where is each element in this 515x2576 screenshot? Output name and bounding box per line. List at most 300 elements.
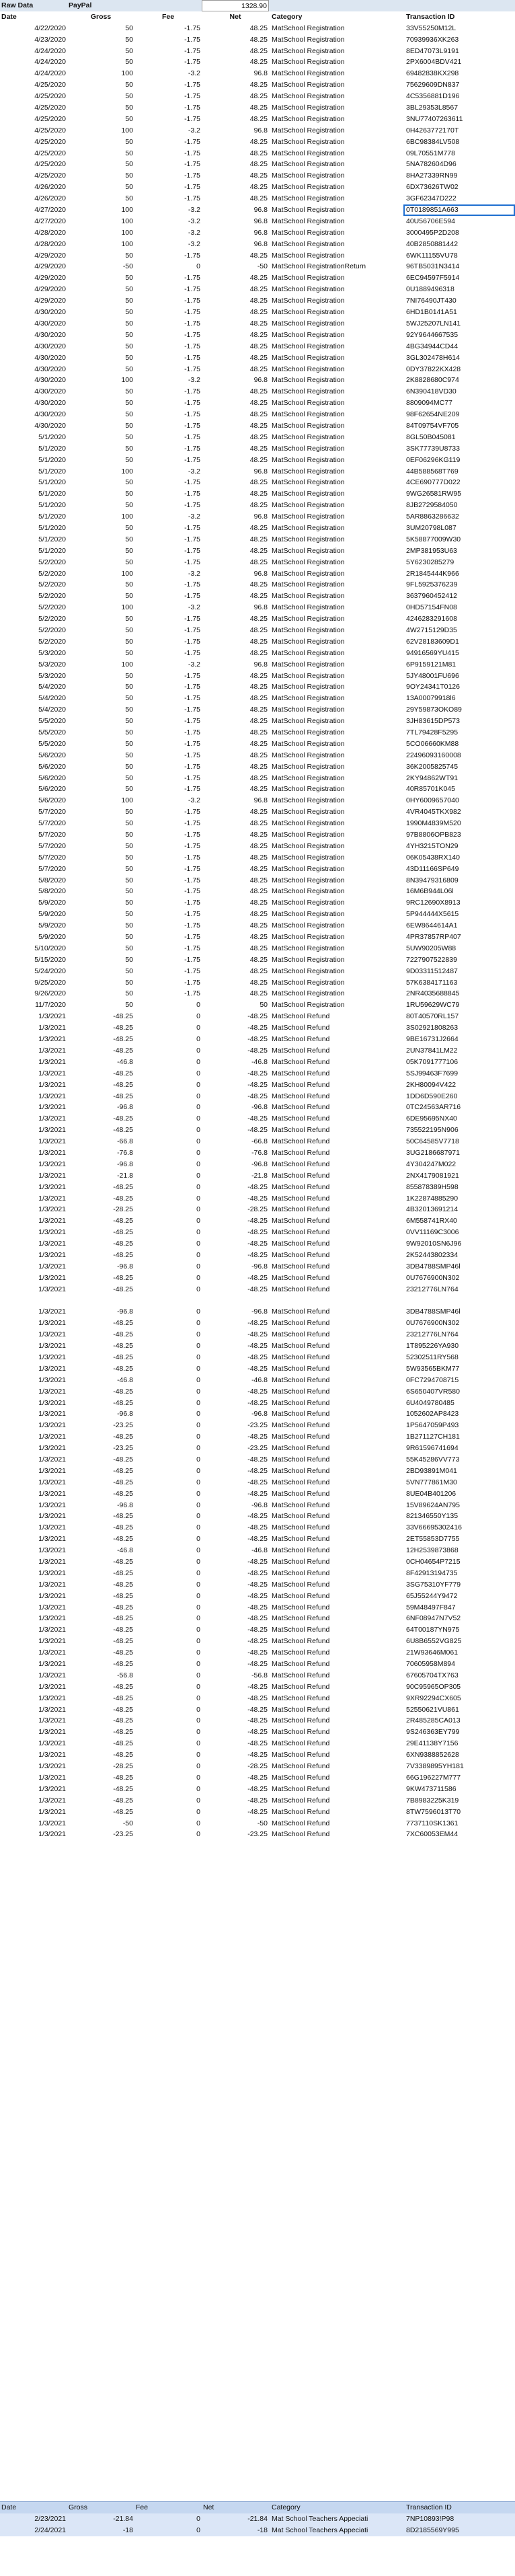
fee-cell[interactable]: -1.75 [184, 819, 200, 828]
gross-cell[interactable]: 50 [125, 1001, 133, 1010]
net-cell[interactable]: 48.25 [249, 444, 268, 453]
gross-cell[interactable]: -96.8 [117, 1262, 133, 1271]
fee-cell[interactable]: 0 [196, 2526, 200, 2534]
net-cell[interactable]: -23.25 [247, 1444, 268, 1453]
gross-cell[interactable]: -48.25 [113, 1240, 133, 1248]
gross-cell[interactable]: -21.84 [113, 2514, 133, 2523]
date-cell[interactable]: 4/25/2020 [34, 114, 66, 123]
gross-cell[interactable]: 50 [125, 92, 133, 101]
date-cell[interactable]: 5/6/2020 [38, 762, 66, 771]
category-cell[interactable]: MatSchool Refund [272, 1535, 330, 1544]
category-cell[interactable]: MatSchool Registration [272, 319, 345, 328]
gross-cell[interactable]: -48.25 [113, 1319, 133, 1328]
date-cell[interactable]: 5/1/2020 [38, 444, 66, 453]
net-cell[interactable]: -48.25 [247, 1558, 268, 1566]
gross-cell[interactable]: 100 [121, 239, 133, 248]
category-cell[interactable]: MatSchool Refund [272, 1137, 330, 1146]
date-cell[interactable]: 1/3/2021 [38, 1387, 66, 1396]
category-cell[interactable]: MatSchool Registration [272, 615, 345, 623]
date-cell[interactable]: 1/3/2021 [38, 1364, 66, 1373]
category-cell[interactable]: MatSchool Refund [272, 1807, 330, 1816]
fee-cell[interactable]: 0 [196, 1092, 200, 1100]
transaction-id-cell[interactable]: 6EC94597F5914 [406, 274, 460, 282]
net-cell[interactable]: -48.25 [247, 1649, 268, 1657]
date-cell[interactable]: 1/3/2021 [38, 1080, 66, 1089]
date-cell[interactable]: 1/3/2021 [38, 1558, 66, 1566]
date-cell[interactable]: 1/3/2021 [38, 1171, 66, 1180]
gross-cell[interactable]: 50 [125, 592, 133, 601]
fee-cell[interactable]: 0 [196, 2514, 200, 2523]
net-cell[interactable]: -48.25 [247, 1353, 268, 1361]
gross-cell[interactable]: 50 [125, 194, 133, 203]
date-cell[interactable]: 1/3/2021 [38, 1194, 66, 1203]
gross-cell[interactable]: -48.25 [113, 1364, 133, 1373]
category-cell[interactable]: MatSchool Refund [272, 1762, 330, 1771]
date-cell[interactable]: 5/4/2020 [38, 694, 66, 703]
gross-cell[interactable]: -48.25 [113, 1694, 133, 1702]
date-cell[interactable]: 5/4/2020 [38, 706, 66, 714]
date-cell[interactable]: 4/24/2020 [34, 69, 66, 78]
fee-cell[interactable]: -1.75 [184, 35, 200, 44]
date-cell[interactable]: 1/3/2021 [38, 1535, 66, 1544]
fee-cell[interactable]: -3.2 [188, 126, 200, 135]
category-cell[interactable]: MatSchool Registration [272, 603, 345, 612]
fee-cell[interactable]: -1.75 [184, 841, 200, 850]
net-cell[interactable]: 48.25 [249, 387, 268, 396]
fee-cell[interactable]: -1.75 [184, 831, 200, 839]
net-cell[interactable]: -76.8 [251, 1148, 268, 1157]
header-date[interactable]: Date [1, 12, 17, 21]
transaction-id-cell[interactable]: 0HY6009657040 [406, 796, 459, 805]
gross-cell[interactable]: -23.25 [113, 1444, 133, 1453]
fee-cell[interactable]: 0 [196, 1444, 200, 1453]
transaction-id-cell[interactable]: 43D11166SP649 [406, 864, 459, 873]
date-cell[interactable]: 5/2/2020 [38, 592, 66, 601]
fee-cell[interactable]: -1.75 [184, 706, 200, 714]
date-cell[interactable]: 5/2/2020 [38, 637, 66, 646]
date-cell[interactable]: 1/3/2021 [38, 1660, 66, 1669]
transaction-id-cell[interactable]: 8F42913194735 [406, 1568, 458, 1577]
gross-cell[interactable]: 100 [121, 228, 133, 237]
date-cell[interactable]: 1/3/2021 [38, 1353, 66, 1361]
net-cell[interactable]: 48.25 [249, 308, 268, 317]
category-cell[interactable]: MatSchool Registration [272, 239, 345, 248]
date-cell[interactable]: 4/26/2020 [34, 183, 66, 192]
category-cell[interactable]: MatSchool Registration [272, 194, 345, 203]
fee-cell[interactable]: -3.2 [188, 569, 200, 578]
transaction-id-cell[interactable]: 5W93565BKM77 [406, 1364, 460, 1373]
category-cell[interactable]: MatSchool Refund [272, 1637, 330, 1646]
gross-cell[interactable]: -48.25 [113, 1228, 133, 1237]
date-cell[interactable]: 4/25/2020 [34, 92, 66, 101]
date-cell[interactable]: 5/2/2020 [38, 615, 66, 623]
category-cell[interactable]: MatSchool Registration [272, 751, 345, 759]
date-cell[interactable]: 5/1/2020 [38, 501, 66, 510]
transaction-id-cell[interactable]: 33V55250M12L [406, 24, 457, 32]
net-cell[interactable]: 48.25 [249, 887, 268, 896]
gross-cell[interactable]: 50 [125, 104, 133, 112]
transaction-id-cell[interactable]: 4CE690777D022 [406, 478, 461, 487]
net-cell[interactable]: -18 [257, 2526, 268, 2534]
gross-cell[interactable]: 50 [125, 831, 133, 839]
net-cell[interactable]: 96.8 [253, 206, 268, 215]
fee-cell[interactable]: 0 [196, 1330, 200, 1339]
net-cell[interactable]: -48.25 [247, 1092, 268, 1100]
gross-cell[interactable]: 50 [125, 615, 133, 623]
category-cell[interactable]: MatSchool Refund [272, 1466, 330, 1475]
net-cell[interactable]: 48.25 [249, 955, 268, 964]
category-cell[interactable]: MatSchool Registration [272, 910, 345, 919]
transaction-id-cell[interactable]: 2NX4179081921 [406, 1171, 459, 1180]
transaction-id-cell[interactable]: 3SG75310YF779 [406, 1580, 461, 1589]
category-cell[interactable]: MatSchool Refund [272, 1330, 330, 1339]
transaction-id-cell[interactable]: 92Y9644667535 [406, 330, 459, 339]
fee-cell[interactable]: -3.2 [188, 467, 200, 476]
gross-cell[interactable]: 100 [121, 376, 133, 385]
transaction-id-cell[interactable]: 3UM20798L087 [406, 523, 457, 532]
date-cell[interactable]: 5/15/2020 [34, 955, 66, 964]
category-cell[interactable]: MatSchool Refund [272, 1421, 330, 1430]
transaction-id-cell[interactable]: 6DE95695NX40 [406, 1114, 457, 1123]
gross-cell[interactable]: 50 [125, 808, 133, 817]
category-cell[interactable]: MatSchool Refund [272, 1626, 330, 1634]
gross-cell[interactable]: -23.25 [113, 1830, 133, 1839]
fee-cell[interactable]: 0 [196, 1739, 200, 1748]
date-cell[interactable]: 1/3/2021 [38, 1671, 66, 1679]
header-transaction-id[interactable]: Transaction ID [406, 12, 455, 21]
category-cell[interactable]: MatSchool Registration [272, 648, 345, 657]
net-cell[interactable]: -48.25 [247, 1807, 268, 1816]
transaction-id-cell[interactable]: 40B2850881442 [406, 239, 459, 248]
category-cell[interactable]: MatSchool Refund [272, 1558, 330, 1566]
fee-cell[interactable]: -1.75 [184, 444, 200, 453]
fee-cell[interactable]: 0 [196, 1262, 200, 1271]
fee-cell[interactable]: -1.75 [184, 773, 200, 782]
gross-cell[interactable]: -48.25 [113, 1194, 133, 1203]
fee-cell[interactable]: -1.75 [184, 194, 200, 203]
net-cell[interactable]: 48.25 [249, 58, 268, 67]
net-cell[interactable]: -48.25 [247, 1739, 268, 1748]
date-cell[interactable]: 5/7/2020 [38, 864, 66, 873]
gross-cell[interactable]: 50 [125, 342, 133, 350]
net-cell[interactable]: -48.25 [247, 1580, 268, 1589]
gross-cell[interactable]: 50 [125, 899, 133, 907]
net-cell[interactable]: -48.25 [247, 1273, 268, 1282]
category-cell[interactable]: MatSchool Refund [272, 1126, 330, 1135]
date-cell[interactable]: 5/1/2020 [38, 546, 66, 555]
net-cell[interactable]: -48.25 [247, 1637, 268, 1646]
net-cell[interactable]: -48.25 [247, 1773, 268, 1782]
date-cell[interactable]: 1/3/2021 [38, 1762, 66, 1771]
fee-cell[interactable]: -1.75 [184, 717, 200, 726]
transaction-id-cell[interactable]: 0CH04654P7215 [406, 1558, 461, 1566]
transaction-id-cell[interactable]: 33V66695302416 [406, 1523, 462, 1532]
net-cell[interactable]: -48.25 [247, 1285, 268, 1293]
category-cell[interactable]: MatSchool Refund [272, 1375, 330, 1384]
date-cell[interactable]: 4/29/2020 [34, 251, 66, 260]
gross-cell[interactable]: 50 [125, 410, 133, 419]
transaction-id-cell[interactable]: 4C5356881D196 [406, 92, 460, 101]
category-cell[interactable]: Mat School Teachers Appeciati [272, 2526, 368, 2534]
date-cell[interactable]: 5/2/2020 [38, 558, 66, 566]
net-cell[interactable]: 50 [260, 1001, 268, 1010]
net-cell[interactable]: 48.25 [249, 490, 268, 498]
date-cell[interactable]: 1/3/2021 [38, 1739, 66, 1748]
fee-cell[interactable]: -1.75 [184, 910, 200, 919]
gross-cell[interactable]: 50 [125, 841, 133, 850]
transaction-id-cell[interactable]: 821346550Y135 [406, 1512, 459, 1521]
fee-cell[interactable]: -3.2 [188, 513, 200, 521]
net-cell[interactable]: 48.25 [249, 399, 268, 408]
transaction-id-cell[interactable]: 0VV11169C3006 [406, 1228, 459, 1237]
category-cell[interactable]: MatSchool Registration [272, 172, 345, 180]
fee-cell[interactable]: -1.75 [184, 853, 200, 862]
fee-cell[interactable]: -3.2 [188, 796, 200, 805]
fee-cell[interactable]: 0 [196, 1558, 200, 1566]
transaction-id-cell[interactable]: 3SK77739U8733 [406, 444, 460, 453]
transaction-id-cell[interactable]: 3DB4788SMP46l [406, 1262, 461, 1271]
gross-cell[interactable]: 50 [125, 478, 133, 487]
category-cell[interactable]: MatSchool Refund [272, 1308, 330, 1316]
category-cell[interactable]: MatSchool Registration [272, 819, 345, 828]
category-cell[interactable]: MatSchool Registration [272, 944, 345, 952]
date-cell[interactable]: 4/24/2020 [34, 58, 66, 67]
category-cell[interactable]: MatSchool Refund [272, 1342, 330, 1351]
date-cell[interactable]: 1/3/2021 [38, 1240, 66, 1248]
gross-cell[interactable]: -48.25 [113, 1489, 133, 1498]
transaction-id-cell[interactable]: 06K05438RX140 [406, 853, 460, 862]
transaction-id-cell[interactable]: 3GL302478H614 [406, 353, 460, 362]
fee-cell[interactable]: -3.2 [188, 660, 200, 669]
net-cell[interactable]: 48.25 [249, 831, 268, 839]
transaction-id-cell[interactable]: 59M48497F847 [406, 1603, 456, 1612]
fee-cell[interactable]: 0 [196, 1364, 200, 1373]
date-cell[interactable]: 1/3/2021 [38, 1421, 66, 1430]
net-cell[interactable]: 96.8 [253, 513, 268, 521]
gross-cell[interactable]: -48.25 [113, 1796, 133, 1805]
transaction-id-cell[interactable]: 6U8B6552VG825 [406, 1637, 462, 1646]
gross-cell[interactable]: 50 [125, 251, 133, 260]
fee-cell[interactable]: -1.75 [184, 887, 200, 896]
net-cell[interactable]: -48.25 [247, 1319, 268, 1328]
category-cell[interactable]: MatSchool Registration [272, 694, 345, 703]
date-cell[interactable]: 4/24/2020 [34, 46, 66, 55]
fee-cell[interactable]: -3.2 [188, 217, 200, 225]
net-cell[interactable]: -96.8 [251, 1501, 268, 1509]
date-cell[interactable]: 1/3/2021 [38, 1501, 66, 1509]
footer-header-fee[interactable]: Fee [136, 2503, 149, 2512]
transaction-id-cell[interactable]: 50C64585V7718 [406, 1137, 459, 1146]
date-cell[interactable]: 1/3/2021 [38, 1591, 66, 1600]
category-cell[interactable]: MatSchool Refund [272, 1694, 330, 1702]
fee-cell[interactable]: -1.75 [184, 342, 200, 350]
net-cell[interactable]: -48.25 [247, 1466, 268, 1475]
date-cell[interactable]: 5/1/2020 [38, 432, 66, 441]
gross-cell[interactable]: -48.25 [113, 1035, 133, 1044]
fee-cell[interactable]: -1.75 [184, 694, 200, 703]
gross-cell[interactable]: 50 [125, 580, 133, 589]
transaction-id-cell[interactable]: 0HD57154FN08 [406, 603, 457, 612]
transaction-id-cell[interactable]: 4VR4045TKX982 [406, 808, 461, 817]
category-cell[interactable]: MatSchool Refund [272, 1114, 330, 1123]
category-cell[interactable]: MatSchool Registration [272, 523, 345, 532]
net-cell[interactable]: -23.25 [247, 1830, 268, 1839]
fee-cell[interactable]: 0 [196, 1819, 200, 1827]
fee-cell[interactable]: -1.75 [184, 899, 200, 907]
category-cell[interactable]: MatSchool Registration [272, 535, 345, 543]
date-cell[interactable]: 1/3/2021 [38, 1773, 66, 1782]
date-cell[interactable]: 5/3/2020 [38, 671, 66, 680]
transaction-id-cell[interactable]: 2KH80094V422 [406, 1080, 457, 1089]
transaction-id-cell[interactable]: 55K45286VV773 [406, 1455, 460, 1464]
transaction-id-cell[interactable]: 3DB4788SMP46l [406, 1308, 461, 1316]
category-cell[interactable]: MatSchool Registration [272, 432, 345, 441]
transaction-id-cell[interactable]: 1052602AP8423 [406, 1410, 459, 1418]
transaction-id-cell[interactable]: 4YH3215TON29 [406, 841, 459, 850]
gross-cell[interactable]: 50 [125, 706, 133, 714]
date-cell[interactable]: 4/30/2020 [34, 399, 66, 408]
category-cell[interactable]: MatSchool Registration [272, 46, 345, 55]
fee-cell[interactable]: 0 [196, 1796, 200, 1805]
gross-cell[interactable]: -48.25 [113, 1637, 133, 1646]
gross-cell[interactable]: -48.25 [113, 1739, 133, 1748]
category-cell[interactable]: MatSchool Registration [272, 899, 345, 907]
category-cell[interactable]: MatSchool Refund [272, 1682, 330, 1691]
category-cell[interactable]: MatSchool Refund [272, 1250, 330, 1259]
fee-cell[interactable]: -1.75 [184, 876, 200, 884]
date-cell[interactable]: 1/3/2021 [38, 1784, 66, 1793]
net-cell[interactable]: 48.25 [249, 615, 268, 623]
gross-cell[interactable]: 50 [125, 648, 133, 657]
gross-cell[interactable]: 50 [125, 114, 133, 123]
gross-cell[interactable]: -48.25 [113, 1046, 133, 1055]
date-cell[interactable]: 5/1/2020 [38, 513, 66, 521]
fee-cell[interactable]: -1.75 [184, 523, 200, 532]
net-cell[interactable]: -48.25 [247, 1716, 268, 1725]
category-cell[interactable]: MatSchool Registration [272, 410, 345, 419]
date-cell[interactable]: 4/30/2020 [34, 376, 66, 385]
gross-cell[interactable]: -48.25 [113, 1012, 133, 1021]
gross-cell[interactable]: -48.25 [113, 1591, 133, 1600]
gross-cell[interactable]: 50 [125, 319, 133, 328]
category-cell[interactable]: MatSchool Registration [272, 637, 345, 646]
date-cell[interactable]: 5/5/2020 [38, 728, 66, 736]
category-cell[interactable]: MatSchool Refund [272, 1057, 330, 1066]
gross-cell[interactable]: -48.25 [113, 1614, 133, 1623]
fee-cell[interactable]: -1.75 [184, 592, 200, 601]
gross-cell[interactable]: 50 [125, 558, 133, 566]
fee-cell[interactable]: -1.75 [184, 671, 200, 680]
gross-cell[interactable]: 50 [125, 35, 133, 44]
gross-cell[interactable]: -48.25 [113, 1751, 133, 1759]
net-cell[interactable]: -96.8 [251, 1308, 268, 1316]
gross-cell[interactable]: -48.25 [113, 1387, 133, 1396]
category-cell[interactable]: MatSchool Refund [272, 1171, 330, 1180]
transaction-id-cell[interactable]: 6M558741RX40 [406, 1217, 457, 1225]
transaction-id-cell[interactable]: 9RC12690X8913 [406, 899, 461, 907]
net-cell[interactable]: 48.25 [249, 978, 268, 987]
category-cell[interactable]: MatSchool Refund [272, 1739, 330, 1748]
header-fee[interactable]: Fee [161, 12, 175, 21]
category-cell[interactable]: MatSchool Registration [272, 955, 345, 964]
gross-cell[interactable]: -48.25 [113, 1433, 133, 1441]
date-cell[interactable]: 5/4/2020 [38, 683, 66, 691]
net-cell[interactable]: 48.25 [249, 910, 268, 919]
category-cell[interactable]: MatSchool Refund [272, 1273, 330, 1282]
net-cell[interactable]: -48.25 [247, 1478, 268, 1486]
transaction-id-cell[interactable]: 97B8806OPB823 [406, 831, 461, 839]
net-cell[interactable]: -28.25 [247, 1205, 268, 1214]
net-cell[interactable]: 48.25 [249, 853, 268, 862]
category-cell[interactable]: MatSchool Registration [272, 92, 345, 101]
date-cell[interactable]: 1/3/2021 [38, 1308, 66, 1316]
gross-cell[interactable]: 100 [121, 513, 133, 521]
category-cell[interactable]: MatSchool Refund [272, 1387, 330, 1396]
gross-cell[interactable]: 50 [125, 739, 133, 748]
fee-cell[interactable]: 0 [196, 1194, 200, 1203]
fee-cell[interactable]: -1.75 [184, 785, 200, 794]
net-cell[interactable]: 48.25 [249, 342, 268, 350]
transaction-id-cell[interactable]: 2UN37841LM22 [406, 1046, 458, 1055]
date-cell[interactable]: 1/3/2021 [38, 1262, 66, 1271]
fee-cell[interactable]: -1.75 [184, 92, 200, 101]
date-cell[interactable]: 1/3/2021 [38, 1160, 66, 1168]
gross-cell[interactable]: 50 [125, 274, 133, 282]
category-cell[interactable]: MatSchool Registration [272, 796, 345, 805]
transaction-id-cell[interactable]: 2K8828680C974 [406, 376, 459, 385]
transaction-id-cell[interactable]: 21W93646M061 [406, 1649, 459, 1657]
transaction-id-cell[interactable]: 6N390418VD30 [406, 387, 457, 396]
net-cell[interactable]: 48.25 [249, 114, 268, 123]
net-cell[interactable]: 48.25 [249, 728, 268, 736]
fee-cell[interactable]: 0 [196, 1012, 200, 1021]
fee-cell[interactable]: -1.75 [184, 921, 200, 930]
transaction-id-cell[interactable]: 2R485285CA013 [406, 1716, 461, 1725]
category-cell[interactable]: MatSchool Refund [272, 1319, 330, 1328]
net-cell[interactable]: 48.25 [249, 285, 268, 294]
transaction-id-cell[interactable]: 8UE04B401206 [406, 1489, 457, 1498]
net-cell[interactable]: 48.25 [249, 773, 268, 782]
gross-cell[interactable]: 50 [125, 24, 133, 32]
transaction-id-cell[interactable]: 5Y6230285279 [406, 558, 454, 566]
gross-cell[interactable]: -48.25 [113, 1024, 133, 1032]
gross-cell[interactable]: 50 [125, 626, 133, 634]
net-cell[interactable]: 48.25 [249, 706, 268, 714]
net-cell[interactable]: -50 [257, 1819, 268, 1827]
category-cell[interactable]: MatSchool Registration [272, 274, 345, 282]
transaction-id-cell[interactable]: 5VN777861M30 [406, 1478, 457, 1486]
net-cell[interactable]: 48.25 [249, 149, 268, 157]
date-cell[interactable]: 5/9/2020 [38, 921, 66, 930]
date-cell[interactable]: 5/1/2020 [38, 467, 66, 476]
transaction-id-cell[interactable]: 3JH83615DP573 [406, 717, 460, 726]
gross-cell[interactable]: -48.25 [113, 1285, 133, 1293]
net-cell[interactable]: -48.25 [247, 1796, 268, 1805]
category-cell[interactable]: MatSchool Refund [272, 1410, 330, 1418]
fee-cell[interactable]: -1.75 [184, 967, 200, 975]
gross-cell[interactable]: 100 [121, 660, 133, 669]
date-cell[interactable]: 1/3/2021 [38, 1682, 66, 1691]
date-cell[interactable]: 4/27/2020 [34, 206, 66, 215]
date-cell[interactable]: 4/25/2020 [34, 149, 66, 157]
transaction-id-cell[interactable]: 75629609DN837 [406, 81, 460, 89]
transaction-id-cell[interactable]: 0EF06296KG119 [406, 455, 461, 464]
category-cell[interactable]: MatSchool Registration [272, 308, 345, 317]
gross-cell[interactable]: -48.25 [113, 1626, 133, 1634]
gross-cell[interactable]: 50 [125, 183, 133, 192]
date-cell[interactable]: 1/3/2021 [38, 1728, 66, 1737]
category-cell[interactable]: MatSchool Registration [272, 160, 345, 169]
